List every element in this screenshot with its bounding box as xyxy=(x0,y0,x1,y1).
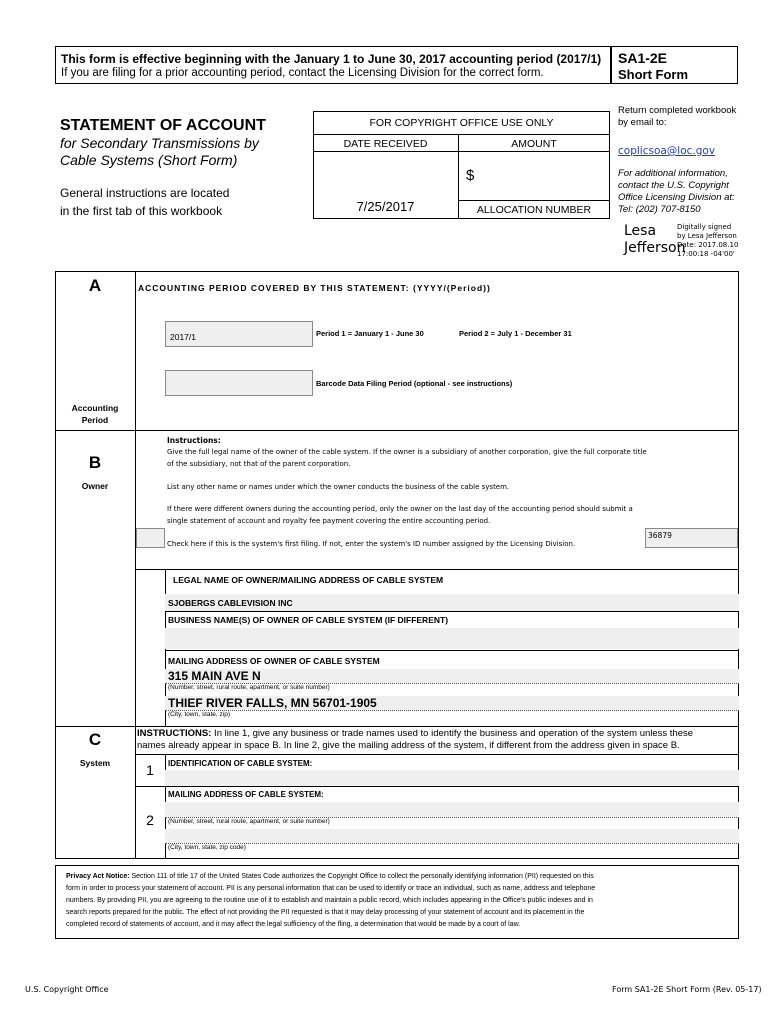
additional-info-4: Tel: (202) 707-8150 xyxy=(618,204,701,215)
section-a-letter: A xyxy=(88,276,102,295)
owner-instructions-heading: Instructions: xyxy=(167,436,221,445)
effective-notice: This form is effective beginning with the January 1 to June 30, 2017 accounting period (2017/1) xyxy=(61,52,602,66)
return-email-link[interactable]: coplicsoa@loc.gov xyxy=(618,145,716,157)
accounting-period-heading: ACCOUNTING PERIOD COVERED BY THIS STATEMENT: (YYYY/(Period)) xyxy=(138,283,491,293)
section-b-letter: B xyxy=(88,453,102,472)
section-a-side-label-1: Accounting xyxy=(71,403,119,413)
first-filing-label: Check here if this is the system's first filing. If not, enter the system's ID number assigned by the Licensing Division. xyxy=(167,540,576,548)
business-name-label: BUSINESS NAME(S) OF OWNER OF CABLE SYSTEM (IF DIFFERENT) xyxy=(168,615,449,625)
system-identification-field[interactable] xyxy=(165,770,739,786)
system-instructions-line2: names already appear in space B. In line 2, give the mailing address of the system, if different from the address given in space B. xyxy=(137,740,680,751)
additional-info-2: contact the U.S. Copyright xyxy=(618,180,729,191)
system-line-1-number: 1 xyxy=(146,762,154,778)
system-instructions-line1 xyxy=(137,728,693,739)
street-address-value: 315 MAIN AVE N xyxy=(168,669,261,683)
owner-instructions-p3-line2: single statement of account and royalty fee payment covering the entire accounting period. xyxy=(167,517,491,525)
section-b-side-label: Owner xyxy=(81,481,109,491)
privacy-notice-heading: Privacy Act Notice: xyxy=(66,873,130,880)
accounting-period-value: 2017/1 xyxy=(170,332,196,342)
signer-name-1: Lesa xyxy=(624,223,657,239)
legal-name-value: SJOBERGS CABLEVISION INC xyxy=(168,598,293,608)
legal-name-label: LEGAL NAME OF OWNER/MAILING ADDRESS OF CABLE SYSTEM xyxy=(173,575,444,585)
amount-dollar-sign: $ xyxy=(466,167,475,184)
period-2-definition: Period 2 = July 1 - December 31 xyxy=(459,329,572,338)
privacy-notice-line3: numbers. By providing PII, you are agreeing to the routine use of it to establish and maintain a public record, which includes appearing in the Office's public indexes and in xyxy=(66,897,593,904)
digital-signature-3: Date: 2017.08.10 xyxy=(677,241,739,249)
date-received-label: DATE RECEIVED xyxy=(343,138,428,150)
page-title: STATEMENT OF ACCOUNT xyxy=(60,117,266,134)
owner-instructions-p3-line1: If there were different owners during the accounting period, only the owner on the last day of the accounting period should submit a xyxy=(167,505,633,513)
system-line-2-number: 2 xyxy=(146,812,154,828)
owner-instructions-p1-line2: of the subsidiary, not that of the parent corporation. xyxy=(167,460,351,468)
section-c-side-label: System xyxy=(79,758,111,768)
system-instructions-text: In line 1, give any business or trade names used to identify the business and operation of the system unless these xyxy=(211,728,694,739)
digital-signature-1: Digitally signed xyxy=(677,223,732,231)
general-instructions-1: General instructions are located xyxy=(60,186,230,200)
page-subtitle-1: for Secondary Transmissions by xyxy=(60,135,259,151)
system-mailing-address-label: MAILING ADDRESS OF CABLE SYSTEM: xyxy=(168,790,324,799)
digital-signature-4: 17:00:18 -04'00' xyxy=(677,250,735,258)
return-instructions-2: by email to: xyxy=(618,117,667,128)
city-hint: (City, town, state, zip) xyxy=(168,711,231,718)
prior-period-notice: If you are filing for a prior accounting period, contact the Licensing Division for the correct form. xyxy=(61,67,544,79)
general-instructions-2: in the first tab of this workbook xyxy=(60,204,223,218)
section-a-side-label-2: Period xyxy=(81,415,109,425)
system-id-value: 36879 xyxy=(648,531,672,540)
street-address-hint: (Number, street, rural route, apartment, or suite number) xyxy=(168,684,330,691)
section-c-letter: C xyxy=(88,730,102,749)
allocation-number-label: ALLOCATION NUMBER xyxy=(476,204,592,216)
privacy-notice-line5: completed record of statements of account, and it may affect the legal sufficiency of the fling, a determination that would be made by a court of law. xyxy=(66,921,521,928)
system-street-hint: (Number, street, rural route, apartment, or suite number) xyxy=(168,818,330,825)
period-1-definition: Period 1 = January 1 - June 30 xyxy=(316,329,424,338)
footer-office: U.S. Copyright Office xyxy=(25,985,109,994)
barcode-period-input[interactable] xyxy=(165,370,313,396)
business-name-field[interactable] xyxy=(165,628,739,649)
system-instructions-bold: INSTRUCTIONS: xyxy=(137,728,212,739)
system-city-hint: (City, town, state, zip code) xyxy=(168,844,246,851)
system-street-field[interactable] xyxy=(165,802,739,817)
city-value: THIEF RIVER FALLS, MN 56701-1905 xyxy=(168,696,377,710)
privacy-notice-line2: form in order to process your statement of account. PII is any personal information that can be used to identify or trace an individual, such as name, address and telephone xyxy=(66,885,596,892)
signer-name-2: Jefferson xyxy=(624,240,686,256)
form-code: SA1-2E xyxy=(618,50,668,66)
return-instructions-1: Return completed workbook xyxy=(618,105,737,116)
privacy-notice-line1 xyxy=(66,873,594,880)
additional-info-3: Office Licensing Division at: xyxy=(618,192,735,203)
amount-label: AMOUNT xyxy=(511,138,557,150)
digital-signature-2: by Lesa Jefferson xyxy=(677,232,737,240)
system-identification-label: IDENTIFICATION OF CABLE SYSTEM: xyxy=(168,759,313,768)
owner-instructions-p2: List any other name or names under which the owner conducts the business of the cable system. xyxy=(167,483,510,491)
privacy-notice-line4: search reports prepared for the public. The effect of not providing the PII requested is that it may delay processing of your statement of account and its placement in the xyxy=(66,909,585,916)
system-city-field[interactable] xyxy=(165,829,739,843)
footer-form-revision: Form SA1-2E Short Form (Rev. 05-17) xyxy=(612,985,762,994)
mailing-address-label: MAILING ADDRESS OF OWNER OF CABLE SYSTEM xyxy=(168,656,380,666)
office-use-heading: FOR COPYRIGHT OFFICE USE ONLY xyxy=(369,117,554,129)
additional-info-1: For additional information, xyxy=(618,168,728,179)
owner-instructions-p1-line1: Give the full legal name of the owner of the cable system. If the owner is a subsidiary of another corporation, give the full corporate title xyxy=(167,448,647,456)
barcode-period-label: Barcode Data Filing Period (optional - see instructions) xyxy=(316,379,513,388)
privacy-notice-text: Section 111 of title 17 of the United States Code authorizes the Copyright Office to collect the personally identifying information (PII) requested on this xyxy=(129,873,594,880)
first-filing-checkbox[interactable] xyxy=(136,528,165,548)
page-subtitle-2: Cable Systems (Short Form) xyxy=(60,152,238,168)
form-type: Short Form xyxy=(618,67,689,82)
date-received-value: 7/25/2017 xyxy=(356,199,415,214)
